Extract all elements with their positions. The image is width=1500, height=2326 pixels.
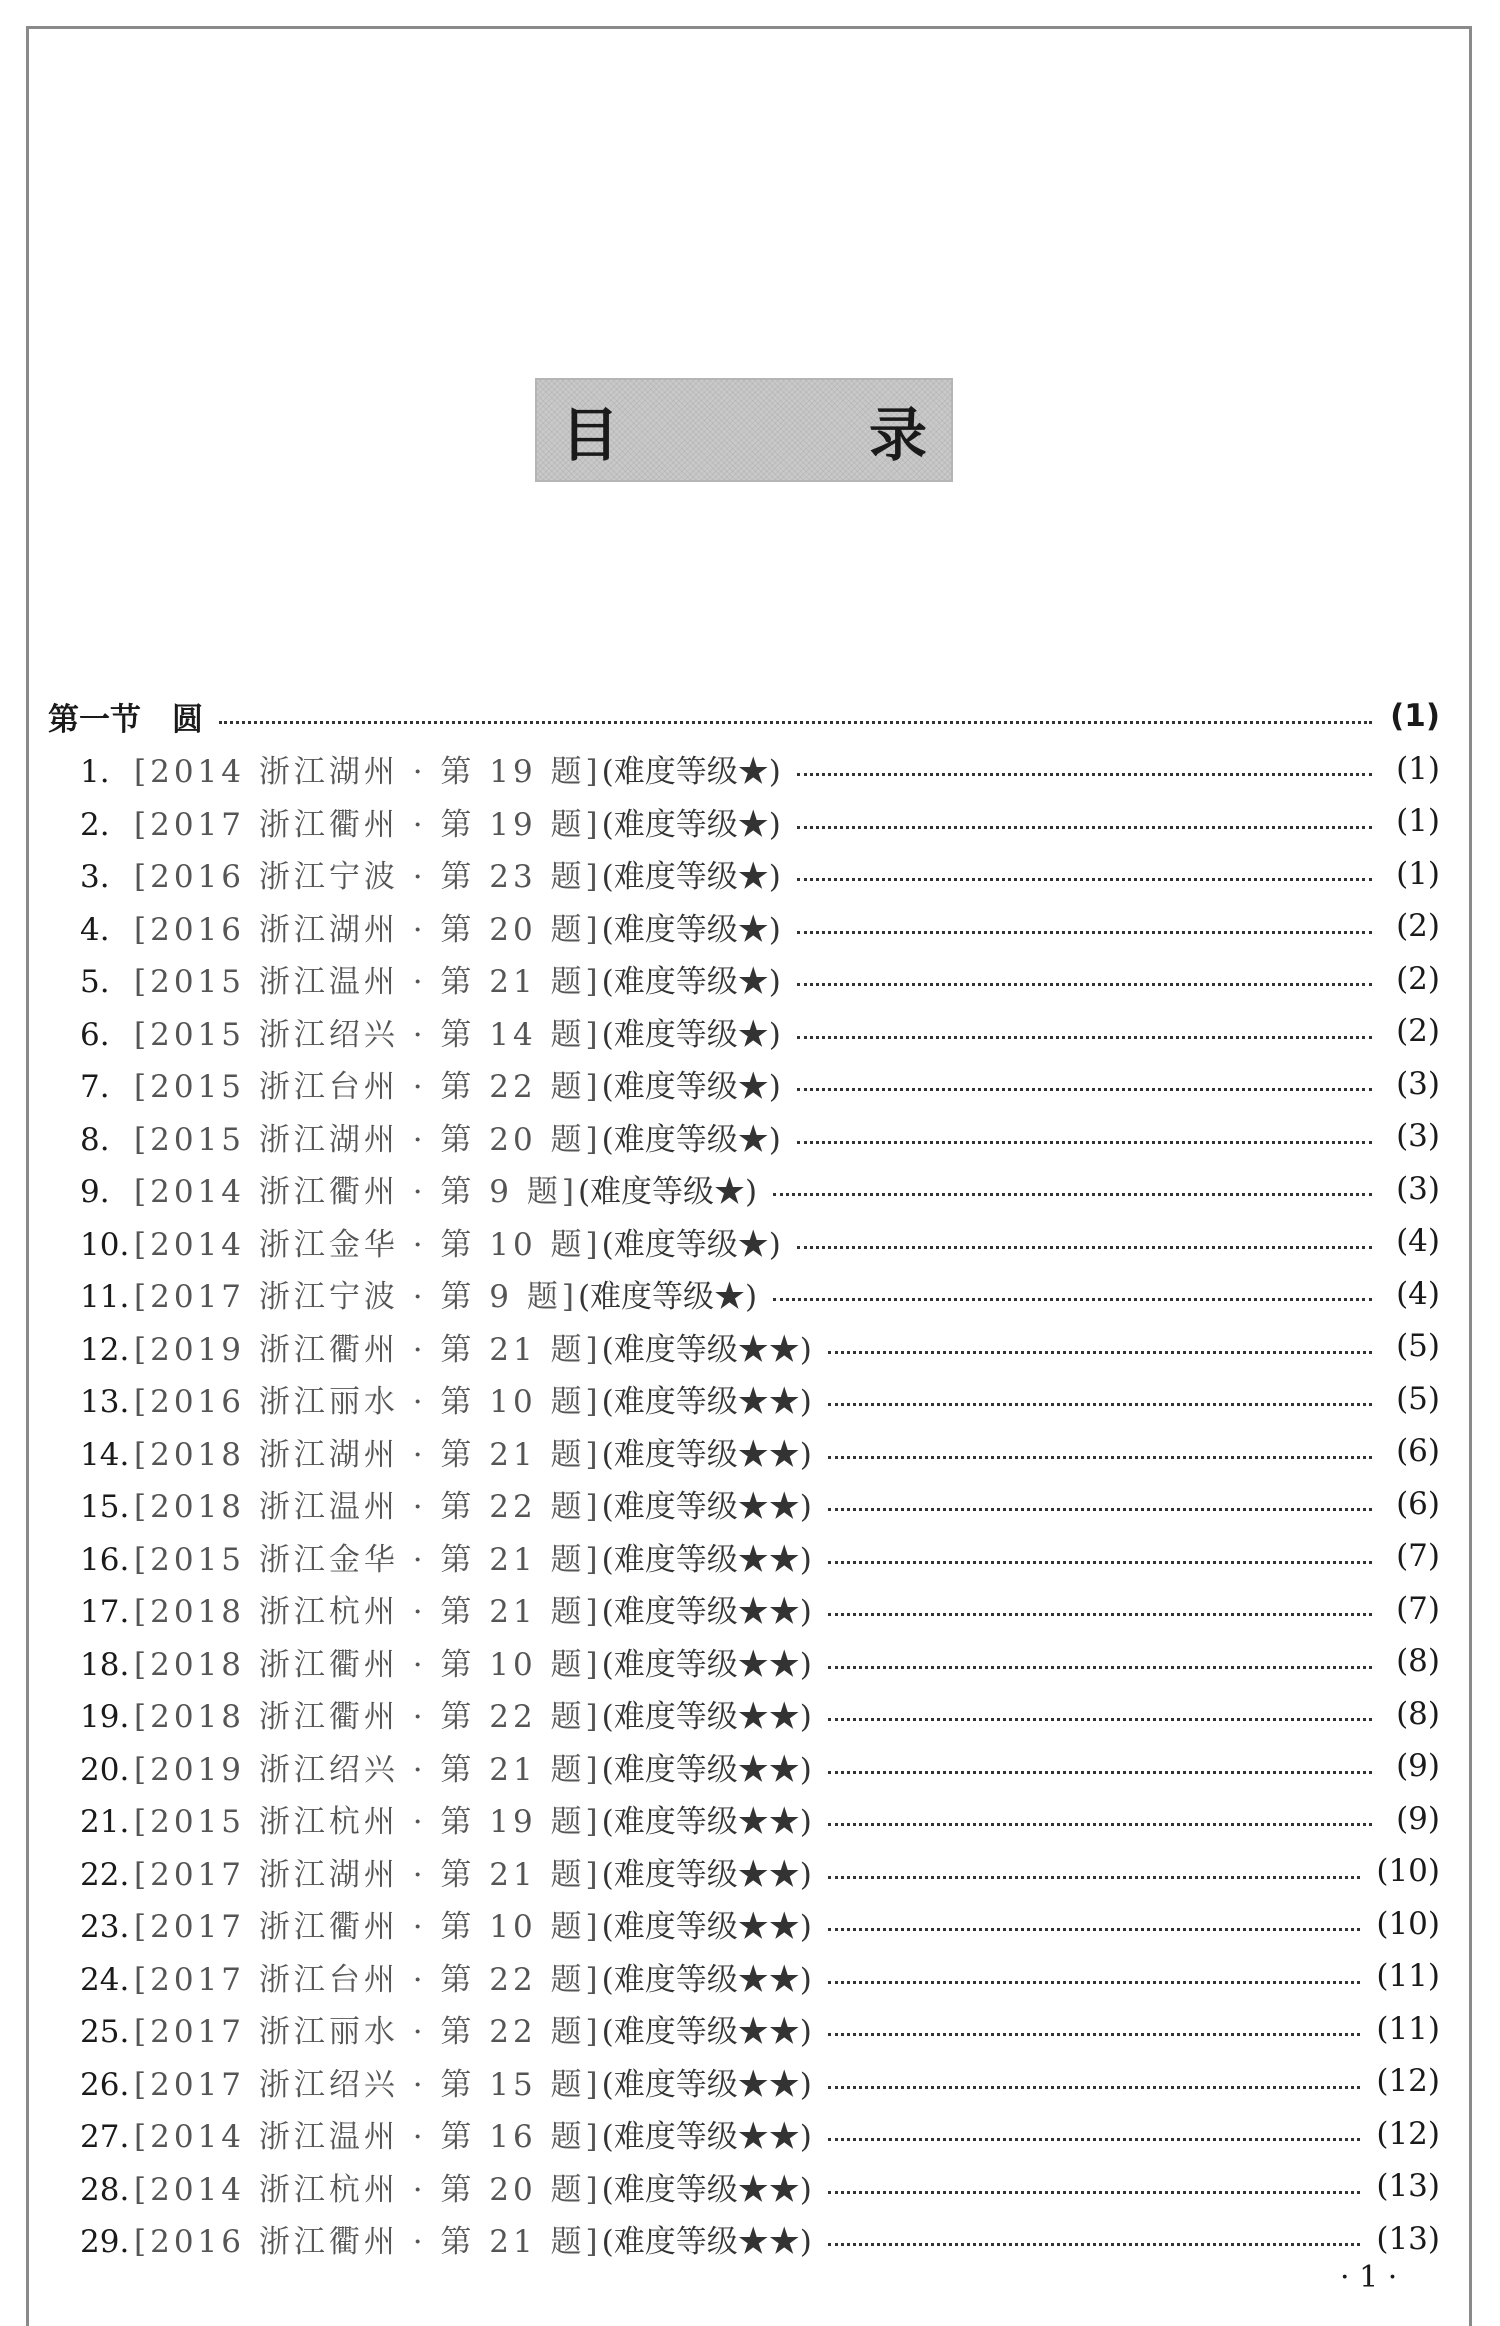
item-page: (3) xyxy=(1396,1065,1440,1102)
dot-leader xyxy=(828,1876,1361,1879)
toc-item-label xyxy=(80,2006,812,2051)
toc-item-row[interactable] xyxy=(48,795,1440,848)
toc-items xyxy=(48,743,1440,2266)
dot-leader xyxy=(828,1718,1372,1721)
item-source: [2015 浙江金华 · 第 21 题] xyxy=(134,1541,602,1578)
item-page: (5) xyxy=(1396,1380,1440,1417)
item-page: (11) xyxy=(1376,1958,1440,1995)
item-number: 13. xyxy=(80,1384,130,1421)
item-difficulty: (难度等级★★) xyxy=(601,2014,812,2051)
dot-leader xyxy=(797,1141,1372,1144)
toc-item-row[interactable] xyxy=(48,1688,1440,1741)
toc-item-row[interactable] xyxy=(48,1635,1440,1688)
item-source: [2014 浙江金华 · 第 10 题] xyxy=(134,1226,602,1263)
item-number: 29. xyxy=(80,2224,130,2261)
toc-item-label xyxy=(80,1481,812,1526)
item-page: (10) xyxy=(1376,1905,1440,1942)
item-difficulty: (难度等级★★) xyxy=(601,1699,812,1736)
toc-item-row[interactable] xyxy=(48,900,1440,953)
item-page: (8) xyxy=(1396,1643,1440,1680)
item-source: [2017 浙江丽水 · 第 22 题] xyxy=(134,2014,602,2051)
dot-leader xyxy=(773,1193,1372,1196)
toc-item-label xyxy=(80,956,781,1001)
dot-leader xyxy=(797,931,1372,934)
toc-item-row[interactable] xyxy=(48,2213,1440,2266)
item-number: 2. xyxy=(80,806,110,843)
item-number: 19. xyxy=(80,1699,130,1736)
item-number: 22. xyxy=(80,1856,130,1893)
toc-item-label xyxy=(80,2111,812,2156)
item-difficulty: (难度等级★) xyxy=(577,1174,758,1211)
item-page: (2) xyxy=(1396,908,1440,945)
item-difficulty: (难度等级★) xyxy=(601,754,781,791)
item-difficulty: (难度等级★) xyxy=(601,911,781,948)
page-number: · 1 · xyxy=(1340,2260,1398,2295)
item-number: 11. xyxy=(80,1279,130,1316)
item-difficulty: (难度等级★★) xyxy=(601,1646,812,1683)
toc-item-row[interactable] xyxy=(48,743,1440,796)
toc-item-row[interactable] xyxy=(48,2003,1440,2056)
item-page: (3) xyxy=(1396,1118,1440,1155)
item-page: (13) xyxy=(1376,2220,1440,2257)
item-page: (6) xyxy=(1396,1433,1440,1470)
dot-leader xyxy=(797,826,1372,829)
toc-item-row[interactable] xyxy=(48,1530,1440,1583)
toc-item-row[interactable] xyxy=(48,1320,1440,1373)
item-difficulty: (难度等级★★) xyxy=(601,1489,812,1526)
item-source: [2014 浙江湖州 · 第 19 题] xyxy=(134,754,602,791)
dot-leader xyxy=(828,1351,1372,1354)
toc-item-row[interactable] xyxy=(48,1268,1440,1321)
toc-item-label xyxy=(80,1954,812,1999)
item-number: 15. xyxy=(80,1489,130,1526)
item-source: [2017 浙江衢州 · 第 10 题] xyxy=(134,1909,602,1946)
item-number: 12. xyxy=(80,1331,130,1368)
item-difficulty: (难度等级★★) xyxy=(601,2119,812,2156)
item-difficulty: (难度等级★★) xyxy=(601,2224,812,2261)
item-number: 7. xyxy=(80,1069,110,1106)
item-source: [2014 浙江温州 · 第 16 题] xyxy=(134,2119,602,2156)
dot-leader xyxy=(219,721,1372,724)
item-difficulty: (难度等级★) xyxy=(601,859,781,896)
item-number: 26. xyxy=(80,2066,130,2103)
toc-item-row[interactable] xyxy=(48,848,1440,901)
item-difficulty: (难度等级★) xyxy=(601,964,781,1001)
item-difficulty: (难度等级★) xyxy=(601,806,781,843)
item-page: (4) xyxy=(1396,1275,1440,1312)
toc-item-label xyxy=(80,1271,757,1316)
dot-leader xyxy=(828,1981,1361,1984)
item-difficulty: (难度等级★★) xyxy=(601,1331,812,1368)
item-source: [2016 浙江衢州 · 第 21 题] xyxy=(134,2224,602,2261)
toc-item-row[interactable] xyxy=(48,1425,1440,1478)
item-source: [2014 浙江衢州 · 第 9 题] xyxy=(134,1174,578,1211)
toc-item-label xyxy=(80,904,781,949)
toc-item-label xyxy=(80,1009,781,1054)
item-source: [2018 浙江杭州 · 第 21 题] xyxy=(134,1594,602,1631)
dot-leader xyxy=(828,1771,1372,1774)
item-number: 5. xyxy=(80,964,110,1001)
item-source: [2018 浙江湖州 · 第 21 题] xyxy=(134,1436,602,1473)
item-page: (2) xyxy=(1396,960,1440,997)
toc-item-label xyxy=(80,1324,812,1369)
item-source: [2018 浙江衢州 · 第 22 题] xyxy=(134,1699,602,1736)
dot-leader xyxy=(797,1036,1372,1039)
toc-item-label xyxy=(80,1691,812,1736)
toc-item-label xyxy=(80,1796,812,1841)
item-source: [2019 浙江衢州 · 第 21 题] xyxy=(134,1331,602,1368)
dot-leader xyxy=(828,1456,1372,1459)
toc-item-label xyxy=(80,1114,781,1159)
item-difficulty: (难度等级★★) xyxy=(601,2171,812,2208)
item-page: (8) xyxy=(1396,1695,1440,1732)
item-number: 6. xyxy=(80,1016,110,1053)
toc-item-label xyxy=(80,2164,812,2209)
toc-item-label xyxy=(80,1166,757,1211)
toc-item-label xyxy=(80,851,781,896)
dot-leader xyxy=(828,1666,1372,1669)
toc-item-label xyxy=(80,1534,812,1579)
toc-item-label xyxy=(80,1429,812,1474)
dot-leader xyxy=(797,1246,1372,1249)
toc-item-row[interactable] xyxy=(48,1058,1440,1111)
item-source: [2016 浙江丽水 · 第 10 题] xyxy=(134,1384,602,1421)
toc-item-label xyxy=(80,1639,812,1684)
toc-item-row[interactable] xyxy=(48,1215,1440,1268)
dot-leader xyxy=(828,1613,1372,1616)
toc-item-label xyxy=(80,1061,781,1106)
item-difficulty: (难度等级★★) xyxy=(601,1961,812,1998)
item-page: (7) xyxy=(1396,1590,1440,1627)
toc-item-label xyxy=(80,1586,812,1631)
item-source: [2015 浙江湖州 · 第 20 题] xyxy=(134,1121,602,1158)
toc-item-row[interactable] xyxy=(48,1005,1440,1058)
toc-item-row[interactable] xyxy=(48,1740,1440,1793)
dot-leader xyxy=(828,2033,1361,2036)
item-source: [2016 浙江宁波 · 第 23 题] xyxy=(134,859,602,896)
toc-item-row[interactable] xyxy=(48,1950,1440,2003)
toc-item-label xyxy=(80,2216,812,2261)
item-number: 17. xyxy=(80,1594,130,1631)
toc-title-box xyxy=(535,378,1023,482)
toc-item-row[interactable] xyxy=(48,2055,1440,2108)
item-source: [2019 浙江绍兴 · 第 21 题] xyxy=(134,1751,602,1788)
dot-leader xyxy=(797,983,1372,986)
toc-item-label xyxy=(80,1219,781,1264)
toc-item-row[interactable] xyxy=(48,1373,1440,1426)
item-difficulty: (难度等级★) xyxy=(601,1226,781,1263)
item-number: 21. xyxy=(80,1804,130,1841)
item-difficulty: (难度等级★★) xyxy=(601,2066,812,2103)
dot-leader xyxy=(773,1298,1372,1301)
item-page: (3) xyxy=(1396,1170,1440,1207)
dot-leader xyxy=(797,1088,1372,1091)
dot-leader xyxy=(828,1823,1372,1826)
item-difficulty: (难度等级★) xyxy=(601,1016,781,1053)
toc-item-label xyxy=(80,1849,812,1894)
item-number: 28. xyxy=(80,2171,130,2208)
item-source: [2018 浙江衢州 · 第 10 题] xyxy=(134,1646,602,1683)
toc-item-row[interactable] xyxy=(48,2108,1440,2161)
toc-item-row[interactable] xyxy=(48,1898,1440,1951)
dot-leader xyxy=(828,1928,1361,1931)
dot-leader xyxy=(828,2138,1361,2141)
toc-item-label xyxy=(80,1744,812,1789)
toc-item-label xyxy=(80,2059,812,2104)
item-page: (11) xyxy=(1376,2010,1440,2047)
item-source: [2014 浙江杭州 · 第 20 题] xyxy=(134,2171,602,2208)
item-source: [2017 浙江湖州 · 第 21 题] xyxy=(134,1856,602,1893)
toc-item-label xyxy=(80,1901,812,1946)
dot-leader xyxy=(828,2243,1361,2246)
item-difficulty: (难度等级★★) xyxy=(601,1804,812,1841)
item-number: 18. xyxy=(80,1646,130,1683)
toc-item-row[interactable] xyxy=(48,1110,1440,1163)
item-source: [2017 浙江衢州 · 第 19 题] xyxy=(134,806,602,843)
dot-leader xyxy=(797,878,1372,881)
item-number: 20. xyxy=(80,1751,130,1788)
item-page: (1) xyxy=(1396,750,1440,787)
dot-leader xyxy=(828,1561,1372,1564)
item-difficulty: (难度等级★★) xyxy=(601,1594,812,1631)
item-page: (12) xyxy=(1376,2115,1440,2152)
toc-item-row[interactable] xyxy=(48,1793,1440,1846)
toc-item-row[interactable] xyxy=(48,1163,1440,1216)
item-source: [2017 浙江绍兴 · 第 15 题] xyxy=(134,2066,602,2103)
item-source: [2015 浙江台州 · 第 22 题] xyxy=(134,1069,602,1106)
item-source: [2017 浙江宁波 · 第 9 题] xyxy=(134,1279,578,1316)
item-page: (2) xyxy=(1396,1013,1440,1050)
item-page: (10) xyxy=(1376,1853,1440,1890)
item-number: 23. xyxy=(80,1909,130,1946)
item-number: 16. xyxy=(80,1541,130,1578)
toc-item-row[interactable] xyxy=(48,1845,1440,1898)
toc-item-row[interactable] xyxy=(48,953,1440,1006)
item-difficulty: (难度等级★★) xyxy=(601,1436,812,1473)
item-page: (9) xyxy=(1396,1748,1440,1785)
item-page: (7) xyxy=(1396,1538,1440,1575)
item-source: [2017 浙江台州 · 第 22 题] xyxy=(134,1961,602,1998)
toc-section-row[interactable] xyxy=(48,690,1440,743)
item-number: 25. xyxy=(80,2014,130,2051)
toc-item-row[interactable] xyxy=(48,1583,1440,1636)
dot-leader xyxy=(828,1508,1372,1511)
item-difficulty: (难度等级★★) xyxy=(601,1751,812,1788)
item-source: [2015 浙江绍兴 · 第 14 题] xyxy=(134,1016,602,1053)
item-number: 27. xyxy=(80,2119,130,2156)
item-number: 3. xyxy=(80,859,110,896)
item-number: 24. xyxy=(80,1961,130,1998)
item-difficulty: (难度等级★★) xyxy=(601,1909,812,1946)
item-page: (4) xyxy=(1396,1223,1440,1260)
item-page: (5) xyxy=(1396,1328,1440,1365)
section-label: 第一节 圆 xyxy=(48,701,203,738)
item-difficulty: (难度等级★★) xyxy=(601,1384,812,1421)
dot-leader xyxy=(797,773,1372,776)
item-number: 10. xyxy=(80,1226,130,1263)
item-page: (12) xyxy=(1376,2063,1440,2100)
item-number: 1. xyxy=(80,754,110,791)
item-page: (9) xyxy=(1396,1800,1440,1837)
toc-item-row[interactable] xyxy=(48,2160,1440,2213)
item-number: 9. xyxy=(80,1174,110,1211)
item-page: (6) xyxy=(1396,1485,1440,1522)
item-difficulty: (难度等级★) xyxy=(577,1279,758,1316)
item-source: [2015 浙江温州 · 第 21 题] xyxy=(134,964,602,1001)
item-page: (1) xyxy=(1396,855,1440,892)
item-source: [2016 浙江湖州 · 第 20 题] xyxy=(134,911,602,948)
item-difficulty: (难度等级★) xyxy=(601,1121,781,1158)
dot-leader xyxy=(828,1403,1372,1406)
item-source: [2018 浙江温州 · 第 22 题] xyxy=(134,1489,602,1526)
toc-item-label xyxy=(80,746,781,791)
toc-item-label xyxy=(80,1376,812,1421)
item-number: 14. xyxy=(80,1436,130,1473)
item-difficulty: (难度等级★★) xyxy=(601,1856,812,1893)
item-number: 8. xyxy=(80,1121,110,1158)
item-difficulty: (难度等级★) xyxy=(601,1069,781,1106)
item-page: (13) xyxy=(1376,2168,1440,2205)
toc-item-label xyxy=(80,799,781,844)
item-source: [2015 浙江杭州 · 第 19 题] xyxy=(134,1804,602,1841)
section-page: (1) xyxy=(1390,698,1440,735)
item-page: (1) xyxy=(1396,803,1440,840)
item-difficulty: (难度等级★★) xyxy=(601,1541,812,1578)
toc-item-row[interactable] xyxy=(48,1478,1440,1531)
toc-title: 目 录 xyxy=(560,401,1023,469)
dot-leader xyxy=(828,2086,1361,2089)
dot-leader xyxy=(828,2191,1361,2194)
item-number: 4. xyxy=(80,911,110,948)
table-of-contents xyxy=(48,690,1440,2265)
